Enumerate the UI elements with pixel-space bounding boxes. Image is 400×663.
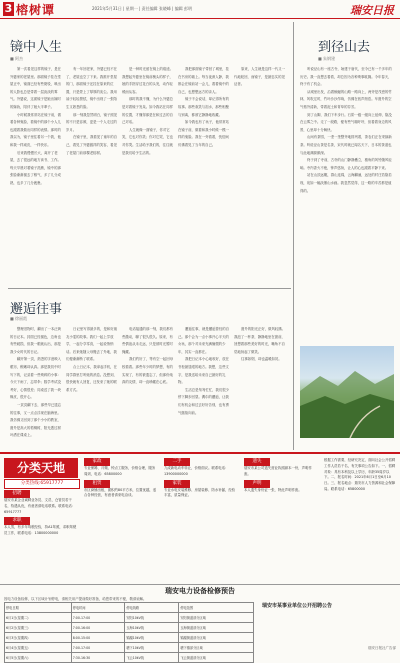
table-cell: 安阳10kV线 [125,613,179,623]
paragraph: 从城里出发，沿着蜿蜒的山路一路向上，两旁是茂密的竹林，风吹过时，竹叶沙沙作响，仿佛在低声细语。车窗外的空气格外清新，带着泥土和青草的芬芳。 [300,89,392,109]
paragraph: 我们约好了，等有空一起回母校看看。那些年少时的梦想，有的实现了，有的被遗忘了，但那份纯真的友情，却一直珍藏在心底。 [122,357,174,385]
classified-block [84,458,158,582]
classified-text: 九成新电动车转让，价格面议。联系电话：13900000000 [164,466,229,476]
paragraph: 邂逅往事，就是邂逅曾经的自己。那个会为一点小事开心半天的女孩，那个对未来充满憧憬的少年，其实一直都在。 [178,327,230,354]
article-column [178,66,230,236]
table-cell: 玉海街道部分区域 [179,623,254,633]
paragraph: 后来我慢慢长大，离开了老屋，去了很远的地方读书、工作。每天早晨对着镜子洗漱，镜中的那张脸渐渐褪去了稚气，多了几分成熟，也多了几分疲惫。 [10,150,61,185]
newspaper-logo: 瑞安日报 [350,4,394,17]
table-cell: 6月2日(星期三) [5,623,72,633]
paragraph: 人生就像一面镜子，你对它笑，它也对你笑；你对它哭，它也对你哭。生活给予我们的，往往就是我们给予生活的。 [122,127,173,155]
category-heading: 家装 [164,480,190,488]
paragraph: 我把那面镜子带回了城里，挂在书房的墙上。每当夜深人静，我都会在镜前站一会儿，看看镜中的自己，也想想远方的亲人。 [178,67,230,94]
paragraph: 是一种时光留在镜上的痕迹。我想起外婆坐在镜前梳头的样子，她的手指穿过花白的头发，动作轻缓而从容。 [122,67,174,94]
paragraph: 往事如烟，却也温暖如初。 [241,357,282,362]
table-header-row [5,603,254,613]
article-column [300,66,394,342]
paragraph: 山间有茶园，一垄一垄整齐地排列着，茶农们正在采摘新茶。听说径山茶是名茶，宋代时就已闻名天下，日本的茶道也与此地渊源颇深。 [300,135,392,155]
paragraph: 翻开第一页，熟悉的字迹映入眼帘，稚嫩却认真。那是我初中时写下的，记录着一些琐碎的小事：今天下雨了，忘带伞；数学考试没考好，心情很差；同桌送了我一块橡皮，很开心。 [10,357,62,400]
table-row [5,613,254,623]
classified-block [164,458,238,582]
classified-block [4,490,78,582]
article-column [10,326,62,446]
paragraph: 小时候我常常站在镜子前，做着各种鬼脸，看镜中的那个小人儿也跟着我做出同样的表情。那时的我以为，镜子里住着另一个我，他和我一样顽皮，一样快乐。 [10,112,62,147]
classified-block [324,458,396,582]
divider [8,288,291,289]
page-number: 3 [4,2,13,15]
classified-text: 专业水电安装维修、房屋装修、防水补漏，经验丰富，质量保证。 [164,487,236,498]
article-title: 到径山去 [318,40,371,55]
header-rule [0,18,400,19]
article-column [122,66,174,236]
article-column [122,326,174,446]
table-cell: 6月4日(星期五) [5,643,72,653]
section-title: 榕树谭 [16,3,56,17]
table-cell: 7:00-17:00 [71,613,125,623]
article-column [66,66,118,236]
category-heading: 遗失 [244,458,270,466]
table-cell: 锦湖街道部分区域 [179,633,254,643]
paragraph: 到了山脚，我们下车步行。石阶一级一级向上延伸，隐没在云雾之中。走了一段路，便有些气喘吁吁，但看着身边的风景，心里却十分畅快。 [300,112,392,132]
table-row [5,653,254,663]
classified-text: 市区商铺出租，面积约80平方米，位置优越，适合各种经营，有意者请来电洽谈。 [84,487,157,498]
article-column [66,326,118,446]
article-byline: ■ 朱钢建 [318,56,336,61]
article-byline: ■ 徐丽霞 [10,316,28,321]
table-cell: 安阳街道部分区域 [179,613,254,623]
notice-table-wrap [4,602,254,663]
category-heading: 家政 [84,458,110,466]
table-header: 停电范围 [179,603,254,613]
article-column [234,66,286,236]
divider [0,584,400,585]
dateline: 2021年5月31日 | 星期一 | 责任编辑 张晓峰 | 编辑 彭明 [92,6,193,11]
paragraph: 那一刻我忽然明白，镜子照见的不只是容颜，更是一个人走过的岁月。 [66,112,118,132]
classified-banner: 分类天地 [4,458,78,478]
paragraph: 一页页翻下去，那些早已遗忘的往事，又一点点浮现在脑海里。我仿佛又回到了那个小小的教室，窗外是高大的梧桐树，阳光透过树叶洒在课桌上。 [10,402,62,438]
classified-block [244,458,318,582]
table-cell: 6月5日(星期六) [5,653,72,663]
notice-footer: 瑞安日报社广告部 [368,646,396,650]
paragraph: 在镜子里，我看见了童年的自己，看见了外婆慈祥的笑容，看见了老屋门前那棵老榕树。 [66,135,118,155]
category-heading: 招聘 [4,490,30,498]
table-header: 停电日期 [5,603,72,613]
table-cell: 塘下10kV线 [125,643,179,653]
mountain-illustration [300,346,394,438]
category-heading: 二手 [164,458,190,466]
paragraph: 原来，人生就是这样一代又一代地轮回，而镜子，是最忠实的见证者。 [234,67,286,87]
category-heading: 声明 [244,480,270,488]
paragraph: 窗外的阳光正好，微风轻拂。我泡了一杯茶，静静地坐在窗前，回想着那些美好的时光，嘴角不自觉地扬起了微笑。 [234,327,286,354]
paragraph: 有一年回老家，外婆已经不在了，老屋也空了下来。我推开堂屋的门，那面镜子还挂在原来的位置，只是蒙上了厚厚的灰尘。我用袖子轻轻擦拭，镜中出现了一张陌生又熟悉的脸。 [66,67,118,109]
table-cell: 8:00-15:00 [71,633,125,643]
paragraph: 生活总是匆匆忙忙，我们很少停下脚步回望。偶尔的邂逅，让我们有机会和过去好好告别，也有勇气继续向前。 [178,387,230,415]
notice-table [4,602,254,663]
paragraph: 如今我也有了孩子，他常常站在镜子前，做着和我小时候一模一样的鬼脸。我在一旁看着，恍惚间仿佛看见了当年的自己。 [178,120,230,147]
article-title: 镜中人生 [10,40,63,55]
column-divider [293,22,294,450]
article-column [234,326,286,446]
classified-text: 本人遗失身份证一张，特此声明作废。 [244,487,302,492]
hotline-label: 分类热线: [20,481,41,486]
article-byline: ■ 阿杰 [10,56,24,61]
table-header: 停电时间 [71,603,125,613]
table-cell: 7:00-16:00 [71,623,125,633]
article-title: 邂逅往事 [10,302,63,317]
paragraph: 那时的我不懂，为什么外婆总是对着镜子发呆。如今我站在同样的位置，才懂得那是在和过去的自己对话。 [122,97,174,125]
hotline-number: 65917777 [40,481,64,486]
paragraph: 镜子不会说话，却记得所有的故事。那些欢笑与泪水，那些相聚与别离，都被它静静地收藏。 [178,97,230,117]
table-cell: 塘下镇部分区域 [179,643,254,653]
table-cell: 锦湖10kV线 [125,633,179,643]
notice-right-title: 瑞安市某事业单位公开招聘公告 [262,603,333,609]
table-cell: 飞云10kV线 [125,653,179,663]
paragraph: 日记里写得最多的，是和好朋友小雯的故事。我们一起上学放学，一起分享零食，一起说悄悄话。后来她随父母搬去了外地，我们便渐渐断了联系。 [66,327,118,362]
classified-text: 瑞安市某公司遗失营业执照副本一份，声明作废。 [244,466,312,476]
table-cell: 6月1日(星期二) [5,613,72,623]
classified-text: 根据工作需要，经研究决定，面向社会公开招聘工作人员若干名，有关事项公告如下。一、招聘对象：具有本科及以上学历，年龄35周岁以下。二、报名时间：2021年6月1日至6月10日。三、报名地点：瑞安市人力资源和社会保障局。联系电话：65800000 [324,458,396,491]
paragraph: 站在山顶远眺，群山连绵，云海翻涌，远处的村庄若隐若现，宛如一幅淡墨山水画。我忽然觉得，这一路的辛苦都是值得的。 [300,173,392,193]
classified-text: 本人男，有多年驾驶经验，持A1驾照，求职驾驶员工作，联系电话：13800000000 [4,525,77,536]
table-cell: 7:30-16:30 [71,653,125,663]
classified-text: 专业保姆、月嫂、钟点工服务，价格合理，服务周到，电话：65800000 [84,466,156,476]
table-cell: 飞云街道部分区域 [179,653,254,663]
category-heading: 租赁 [84,480,110,488]
paragraph: 第一次看见这样的镜子，是在外婆家的老屋里。那面镜子挂在堂屋正中，镜面已经有些斑驳，映出的人影也总是带着一层淡淡的雾气。外婆说，这面镜子是她出嫁时的嫁妆，陪伴了她大半辈子。 [10,67,62,109]
classified-hotline [4,479,80,489]
table-cell: 7:00-17:00 [71,643,125,653]
table-row [5,623,254,633]
classified-text: 瑞安市某企业诚聘业务员、文员、仓管员若干名，待遇从优，有意者请电话联系。联系电话：65917777 [4,498,76,514]
table-header: 停电线路 [125,603,179,613]
article-column [178,326,230,446]
page-header [0,0,400,18]
notice-intro: 因电力设备检修，以下区域计划停电，请相关用户提前做好准备，给您带来的不便，敬请谅解。 [4,597,147,601]
table-row [5,643,254,653]
paragraph: 我把日记本小心地收好，放在书柜最显眼的地方。我想，这些文字，是我送给未来自己最好的礼物。 [178,357,230,385]
section-rule [0,452,400,454]
category-heading: 求职 [4,517,30,525]
paragraph: 整理旧物时，翻出了一本泛黄的日记本。封面已经褪色，边角也有些破损，但我一眼就认出，那是我少女时代的日记。 [10,327,62,354]
landscape-photo [300,346,394,438]
table-row [5,633,254,643]
paragraph: 合上日记本，我拿起手机，在同学群里打听她的消息。没想到，很快就有人回复，还发来了她的联系方式。 [66,364,118,392]
paragraph: 电话接通的那一刻，我们都有些激动，聊了很久很久。原来，有些情谊从未走远，只是被时光暂时掩藏。 [122,327,174,354]
paragraph: 终于到了寺前，古朴的山门静静矗立，檐角的风铃随风轻响。寺内香火不绝，钟声悠扬，让人的心也跟着平静下来。 [300,158,392,170]
paragraph: 听说径山有一座古寺，始建于唐代，至今已有一千多年的历史。我一直想去看看，却总因为各种琐事耽搁。今年春天，终于有了机会。 [300,67,392,87]
notice-title: 瑞安电力设备检修预告 [165,587,235,595]
table-cell: 6月3日(星期四) [5,633,72,643]
article-column [10,66,62,236]
table-cell: 玉海10kV线 [125,623,179,633]
